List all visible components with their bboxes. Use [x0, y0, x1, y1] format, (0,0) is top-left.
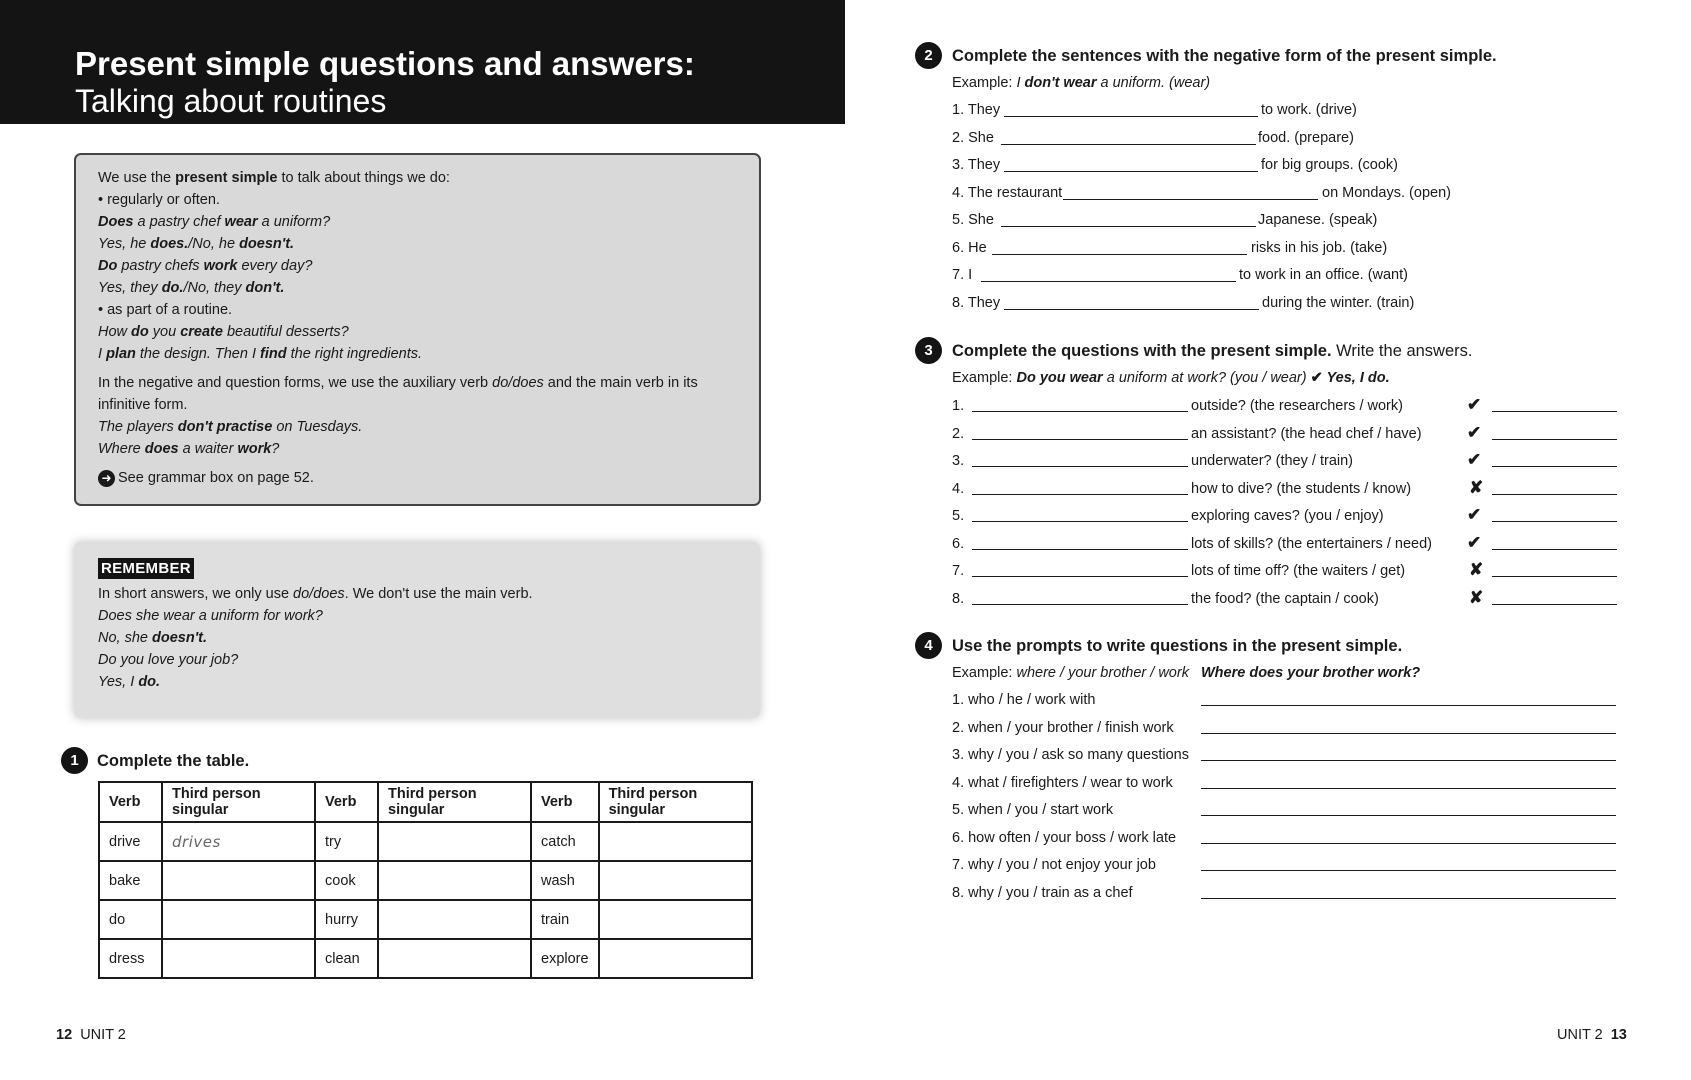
- check-icon: ✔: [1467, 505, 1482, 524]
- answer-line[interactable]: [1201, 843, 1616, 844]
- remember-line-5: Yes, I do.: [98, 674, 161, 690]
- table-row: [99, 939, 752, 978]
- exercise-2-item-6-prefix: 6. He: [952, 240, 987, 256]
- answer-line[interactable]: [1001, 226, 1256, 227]
- exercise-4-item-prompt: 6. how often / your boss / work late: [952, 830, 1177, 846]
- grammar-bullet-1: • regularly or often.: [98, 192, 220, 208]
- exercise-2-item-7-suffix: to work in an office. (want): [1239, 267, 1408, 283]
- remember-badge: REMEMBER: [98, 558, 194, 579]
- answer-line[interactable]: [992, 254, 1247, 255]
- answer-cell[interactable]: [162, 939, 315, 978]
- short-answer-line[interactable]: [1492, 549, 1617, 550]
- exercise-3-item-number: 5.: [952, 508, 965, 524]
- exercise-3-example: Example: Do you wear a uniform at work? (you / wear) ✔ Yes, I do.: [952, 370, 1390, 386]
- table-header: Third person singular: [378, 782, 531, 822]
- remember-line-4: Do you love your job?: [98, 652, 239, 668]
- exercise-3-item-prompt: lots of skills? (the entertainers / need): [1191, 536, 1432, 552]
- page-title: Present simple questions and answers:: [75, 45, 695, 82]
- exercise-2-item-2-prefix: 2. She: [952, 130, 994, 146]
- short-answer-line[interactable]: [1492, 494, 1617, 495]
- verb-cell: drive: [99, 822, 162, 861]
- grammar-example-2: Where does a waiter work?: [98, 441, 280, 457]
- exercise-2-item-5-suffix: Japanese. (speak): [1258, 212, 1378, 228]
- answer-line[interactable]: [1004, 116, 1258, 117]
- answer-line[interactable]: [1201, 733, 1616, 734]
- exercise-3-item-number: 6.: [952, 536, 965, 552]
- exercise-4-item-prompt: 3. why / you / ask so many questions: [952, 747, 1189, 763]
- exercise-4-item-prompt: 1. who / he / work with: [952, 692, 1096, 708]
- exercise-4-example-answer: Where does your brother work?: [1201, 665, 1421, 681]
- answer-line[interactable]: [972, 411, 1188, 412]
- verb-cell: explore: [531, 939, 599, 978]
- exercise-2-item-8-prefix: 8. They: [952, 295, 1001, 311]
- cross-icon: ✘: [1469, 478, 1484, 497]
- exercise-4-item-prompt: 8. why / you / train as a chef: [952, 885, 1133, 901]
- verb-cell: clean: [315, 939, 378, 978]
- answer-line[interactable]: [1201, 788, 1616, 789]
- exercise-4-item-prompt: 2. when / your brother / finish work: [952, 720, 1174, 736]
- exercise-3-item-prompt: how to dive? (the students / know): [1191, 481, 1412, 497]
- exercise-2-item-7-prefix: 7. I: [952, 267, 973, 283]
- remember-box: [74, 542, 760, 718]
- answer-line[interactable]: [972, 439, 1188, 440]
- answer-line[interactable]: [1201, 760, 1616, 761]
- exercise-4-title: Use the prompts to write questions in the present simple.: [952, 637, 1403, 655]
- exercise-4-item-prompt: 7. why / you / not enjoy your job: [952, 857, 1156, 873]
- exercise-2-example: Example: I don't wear a uniform. (wear): [952, 75, 1211, 91]
- grammar-answer-1: Yes, he does./No, he doesn't.: [98, 236, 295, 252]
- check-icon: ✔: [1467, 395, 1482, 414]
- answer-line[interactable]: [1201, 870, 1616, 871]
- check-icon: ✔: [1467, 533, 1482, 552]
- exercise-3-item-number: 8.: [952, 591, 965, 607]
- grammar-negative-2: infinitive form.: [98, 397, 188, 413]
- page-subtitle: Talking about routines: [75, 83, 387, 119]
- exercise-2-item-3-prefix: 3. They: [952, 157, 1001, 173]
- verb-cell: train: [531, 900, 599, 939]
- exercise-2-item-4-prefix: 4. The restaurant: [952, 185, 1063, 201]
- left-page-footer: 12 UNIT 2: [56, 1027, 126, 1043]
- exercise-4-number: 4: [915, 632, 942, 659]
- remember-line-3: No, she doesn't.: [98, 630, 208, 646]
- exercise-2-item-8-suffix: during the winter. (train): [1262, 295, 1415, 311]
- verb-cell: wash: [531, 861, 599, 900]
- answer-line[interactable]: [1063, 199, 1318, 200]
- exercise-2-item-5-prefix: 5. She: [952, 212, 994, 228]
- answer-cell[interactable]: [599, 861, 752, 900]
- exercise-3-item-prompt: an assistant? (the head chef / have): [1191, 426, 1422, 442]
- short-answer-line[interactable]: [1492, 411, 1617, 412]
- answer-line[interactable]: [972, 466, 1188, 467]
- exercise-4-item-prompt: 4. what / firefighters / wear to work: [952, 775, 1173, 791]
- exercise-2-item-2-suffix: food. (prepare): [1258, 130, 1354, 146]
- answer-cell[interactable]: [162, 900, 315, 939]
- exercise-2-item-6-suffix: risks in his job. (take): [1251, 240, 1388, 256]
- arrow-right-icon: ➜: [98, 470, 115, 487]
- table-header: Third person singular: [599, 782, 752, 822]
- verb-cell: bake: [99, 861, 162, 900]
- grammar-bullet-2: • as part of a routine.: [98, 302, 233, 318]
- table-header: Verb: [315, 782, 378, 822]
- exercise-3-item-prompt: the food? (the captain / cook): [1191, 591, 1379, 607]
- see-grammar-link[interactable]: ➜ See grammar box on page 52.: [98, 466, 737, 490]
- grammar-question-3: How do you create beautiful desserts?: [98, 324, 349, 340]
- exercise-3-title: Complete the questions with the present simple. Write the answers.: [952, 342, 1473, 360]
- answer-line[interactable]: [972, 604, 1188, 605]
- short-answer-line[interactable]: [1492, 439, 1617, 440]
- exercise-2-number: 2: [915, 42, 942, 69]
- table-header: Verb: [531, 782, 599, 822]
- grammar-question-1: Does a pastry chef wear a uniform?: [98, 214, 331, 230]
- grammar-intro: We use the present simple to talk about things we do:: [98, 170, 450, 186]
- exercise-3-item-number: 1.: [952, 398, 965, 414]
- exercise-3-item-number: 7.: [952, 563, 965, 579]
- title-bar: [0, 0, 845, 124]
- exercise-1-title: Complete the table.: [97, 752, 250, 770]
- answer-cell[interactable]: [378, 900, 531, 939]
- grammar-question-2: Do pastry chefs work every day?: [98, 258, 313, 274]
- table-row: [99, 861, 752, 900]
- exercise-1-number: 1: [61, 747, 88, 774]
- exercise-3-item-number: 4.: [952, 481, 965, 497]
- table-header: Third person singular: [162, 782, 315, 822]
- exercise-3-item-number: 2.: [952, 426, 965, 442]
- remember-line-2: Does she wear a uniform for work?: [98, 608, 323, 624]
- exercise-3-item-number: 3.: [952, 453, 965, 469]
- exercise-3-item-prompt: underwater? (they / train): [1191, 453, 1353, 469]
- check-icon: ✔: [1467, 423, 1482, 442]
- answer-line[interactable]: [972, 494, 1188, 495]
- check-icon: ✔: [1310, 370, 1323, 386]
- answer-cell[interactable]: [378, 822, 531, 861]
- short-answer-line[interactable]: [1492, 604, 1617, 605]
- exercise-3-item-prompt: lots of time off? (the waiters / get): [1191, 563, 1406, 579]
- answer-line[interactable]: [972, 549, 1188, 550]
- exercise-2-item-1-prefix: 1. They: [952, 102, 1001, 118]
- grammar-answer-3: I plan the design. Then I find the right ingredients.: [98, 346, 423, 362]
- table-header: Verb: [99, 782, 162, 822]
- verb-cell: catch: [531, 822, 599, 861]
- verb-table: [98, 781, 753, 979]
- answer-line[interactable]: [972, 521, 1188, 522]
- exercise-3-item-prompt: outside? (the researchers / work): [1191, 398, 1403, 414]
- exercise-2-item-4-suffix: on Mondays. (open): [1322, 185, 1451, 201]
- answer-line[interactable]: [1004, 171, 1258, 172]
- short-answer-line[interactable]: [1492, 466, 1617, 467]
- answer-cell[interactable]: [599, 939, 752, 978]
- answer-cell[interactable]: drives: [162, 822, 315, 861]
- right-page-footer: UNIT 2 13: [1557, 1027, 1627, 1043]
- grammar-negative-1: In the negative and question forms, we use the auxiliary verb do/does and the main verb in its: [98, 375, 698, 391]
- exercise-3-number: 3: [915, 337, 942, 364]
- verb-cell: cook: [315, 861, 378, 900]
- remember-line-1: In short answers, we only use do/does. We don't use the main verb.: [98, 586, 533, 602]
- check-icon: ✔: [1467, 450, 1482, 469]
- exercise-4-example: Example: where / your brother / work: [952, 665, 1189, 681]
- answer-line[interactable]: [1004, 309, 1259, 310]
- grammar-example-1: The players don't practise on Tuesdays.: [98, 419, 363, 435]
- verb-cell: try: [315, 822, 378, 861]
- short-answer-line[interactable]: [1492, 576, 1617, 577]
- exercise-2-item-1-suffix: to work. (drive): [1261, 102, 1357, 118]
- short-answer-line[interactable]: [1492, 521, 1617, 522]
- answer-line[interactable]: [1201, 815, 1616, 816]
- answer-line[interactable]: [981, 281, 1236, 282]
- verb-cell: hurry: [315, 900, 378, 939]
- answer-cell[interactable]: [378, 861, 531, 900]
- grammar-box: [74, 153, 761, 506]
- verb-cell: do: [99, 900, 162, 939]
- exercise-4-item-prompt: 5. when / you / start work: [952, 802, 1114, 818]
- answer-cell[interactable]: [599, 900, 752, 939]
- exercise-2-item-3-suffix: for big groups. (cook): [1261, 157, 1399, 173]
- grammar-answer-2: Yes, they do./No, they don't.: [98, 280, 285, 296]
- cross-icon: ✘: [1469, 588, 1484, 607]
- answer-line[interactable]: [972, 576, 1188, 577]
- table-row: [99, 822, 752, 861]
- answer-cell[interactable]: [378, 939, 531, 978]
- table-header-row: [99, 782, 752, 822]
- answer-cell[interactable]: [162, 861, 315, 900]
- answer-line[interactable]: [1201, 705, 1616, 706]
- exercise-3-item-prompt: exploring caves? (you / enjoy): [1191, 508, 1384, 524]
- table-row: [99, 900, 752, 939]
- answer-line[interactable]: [1201, 898, 1616, 899]
- cross-icon: ✘: [1469, 560, 1484, 579]
- exercise-2-title: Complete the sentences with the negative form of the present simple.: [952, 47, 1497, 65]
- answer-cell[interactable]: [599, 822, 752, 861]
- verb-cell: dress: [99, 939, 162, 978]
- answer-line[interactable]: [1001, 144, 1256, 145]
